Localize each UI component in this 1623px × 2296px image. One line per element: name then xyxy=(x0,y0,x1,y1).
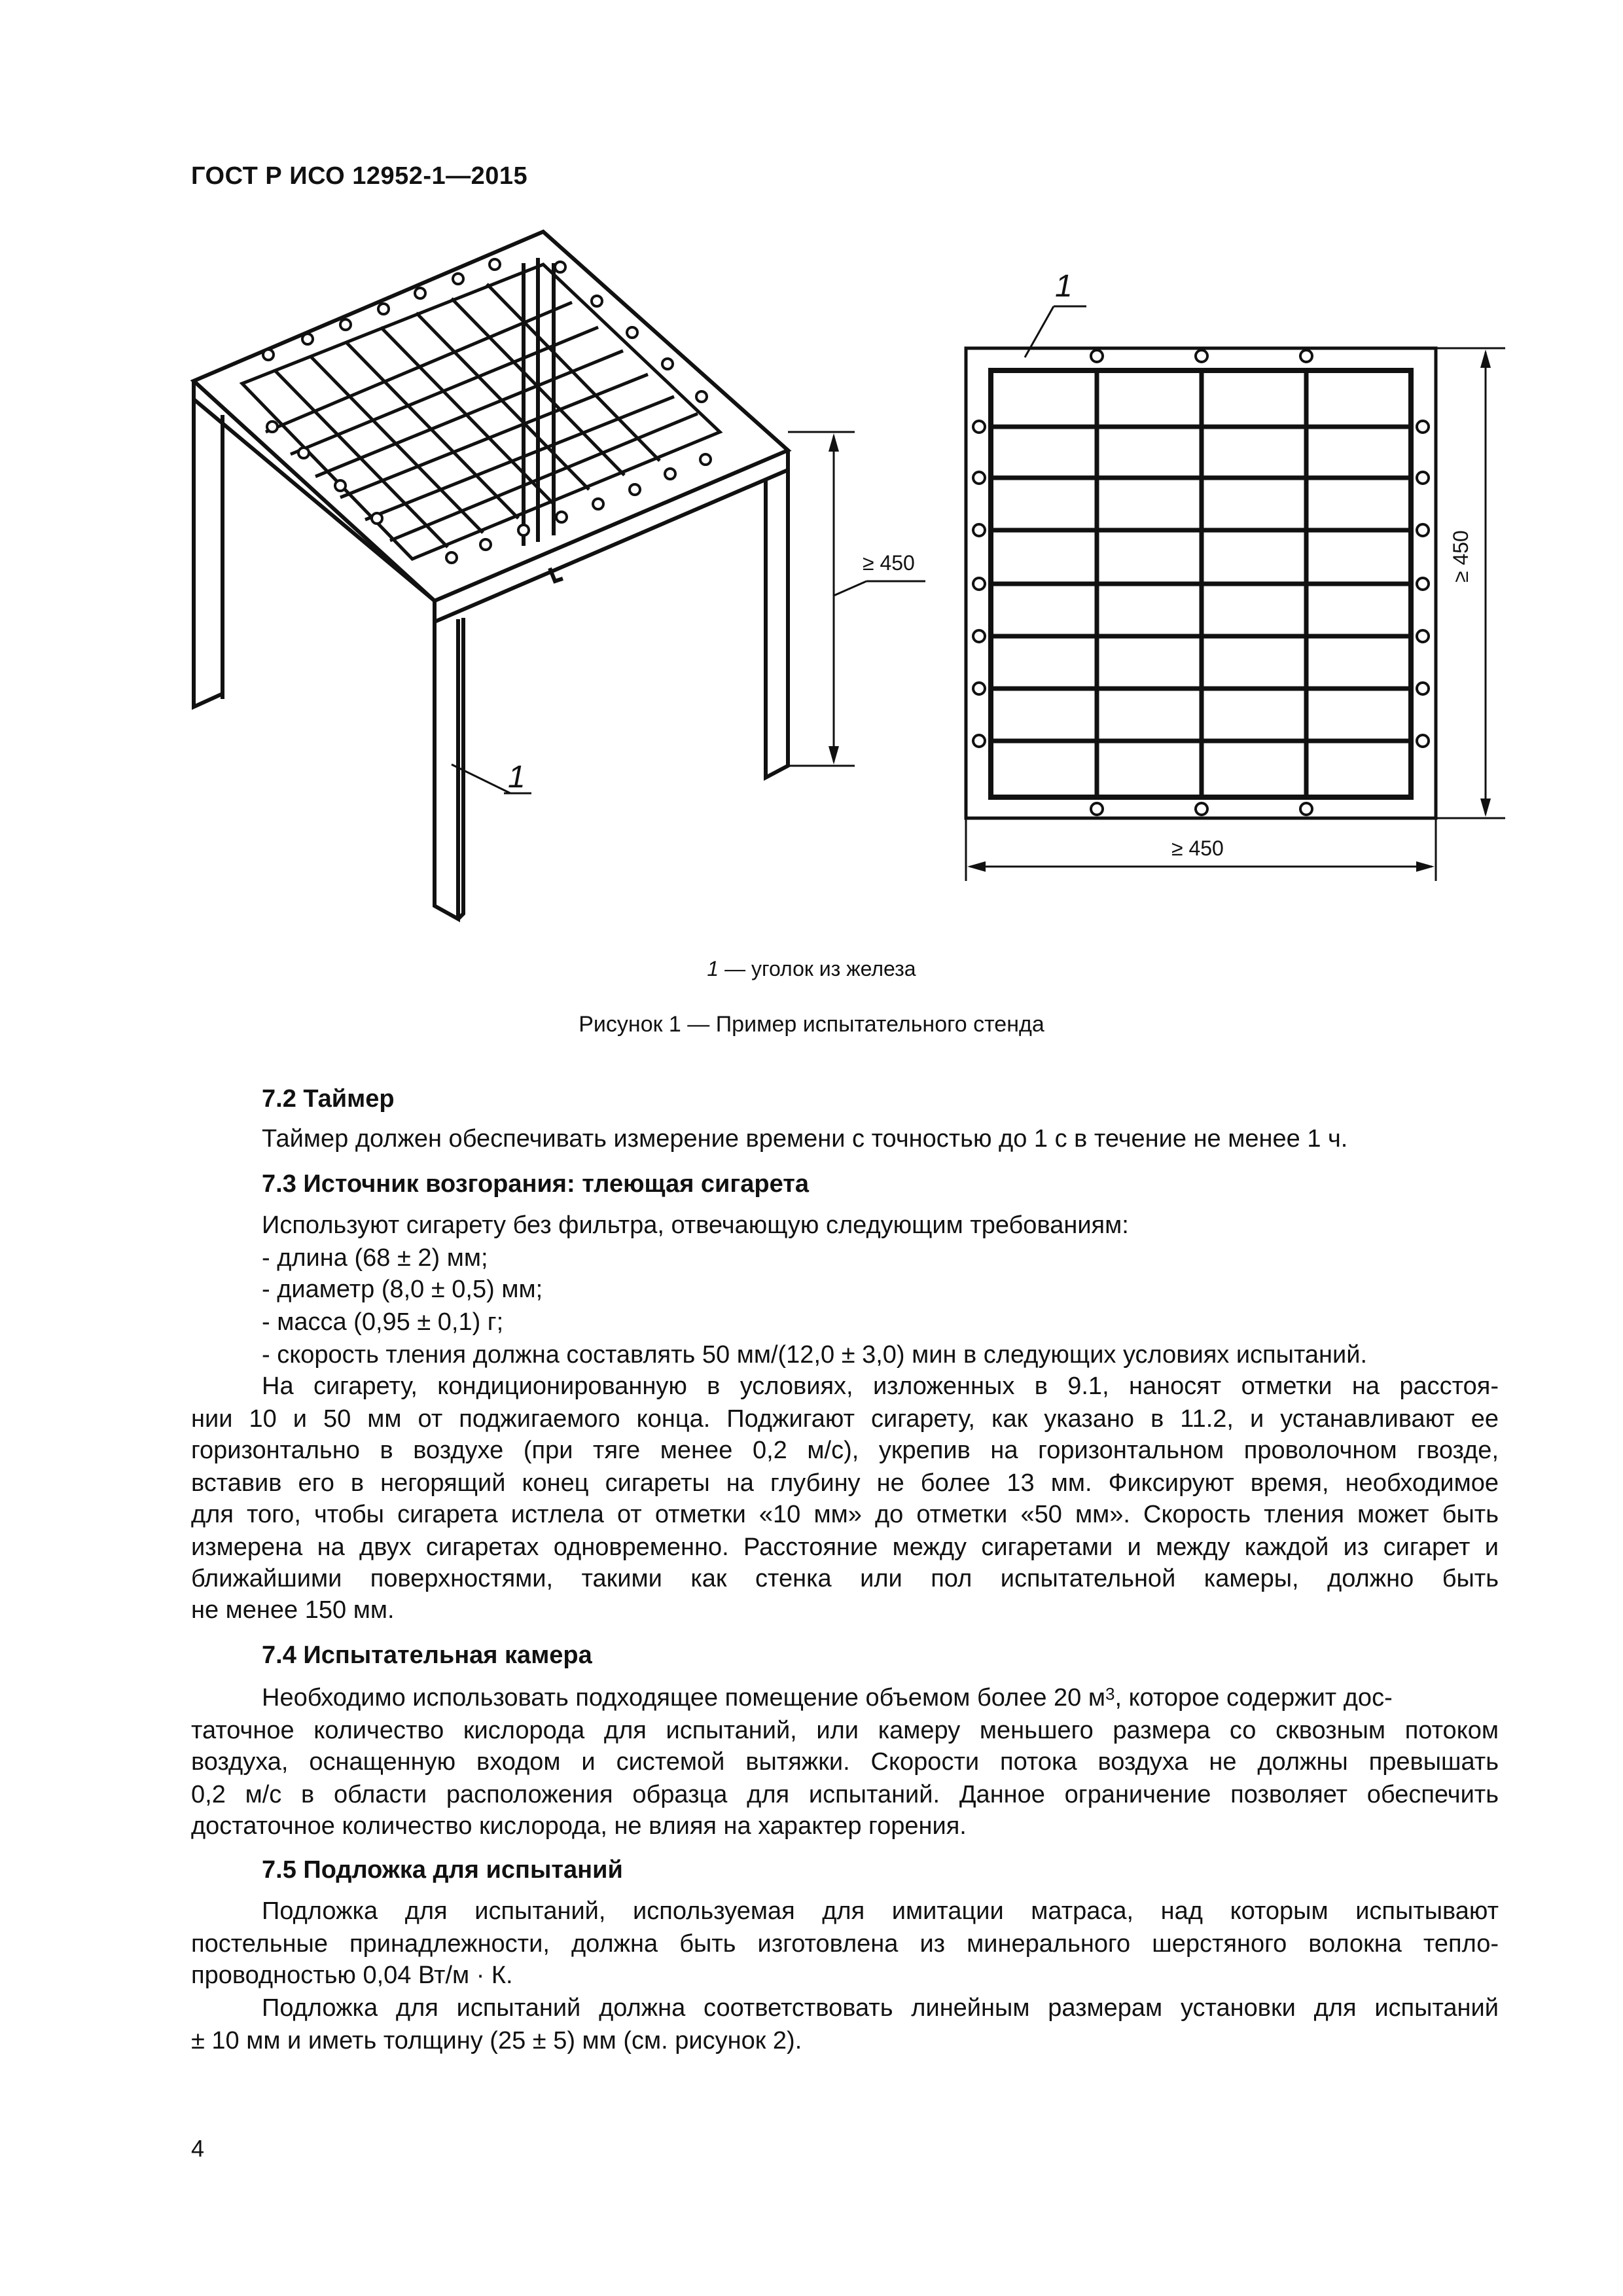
table-leg-front xyxy=(435,619,458,919)
list-item: - длина (68 ± 2) мм; xyxy=(262,1244,488,1272)
text-line: измерена на двух сигаретах одновременно. Расстояние между сигаретами и между каждой из сигарет и xyxy=(191,1534,1499,1561)
section-heading-7-3: 7.3 Источник возгорания: тлеющая сигарета xyxy=(262,1170,809,1198)
text-line: Таймер должен обеспечивать измерение времени с точностью до 1 с в течение не менее 1 ч. xyxy=(262,1125,1348,1153)
text-line: проводностью 0,04 Вт/м · К. xyxy=(191,1962,513,1989)
left-height-dimension xyxy=(788,432,925,766)
text-line: ± 10 мм и иметь толщину (25 ± 5) мм (см. рисунок 2). xyxy=(191,2027,802,2054)
text-line: вставив его в негорящий конец сигареты на глубину не более 13 мм. Фиксируют время, необходимое xyxy=(191,1469,1499,1497)
text-span: Необходимо использовать подходящее помещение объемом более 20 м xyxy=(262,1684,1105,1712)
text-line: На сигарету, кондиционированную в условиях, изложенных в 9.1, наносят отметки на расстоя- xyxy=(262,1372,1499,1400)
page-number: 4 xyxy=(191,2135,205,2162)
callout-label-right: 1 xyxy=(1055,269,1073,304)
text-line: ближайшими поверхностями, такими как стенка или пол испытательной камеры, должно быть xyxy=(191,1565,1499,1592)
text-line: для того, чтобы сигарета истлела от отметки «10 мм» до отметки «50 мм». Скорость тления может быть xyxy=(191,1501,1499,1528)
table-leg-left xyxy=(194,399,223,707)
text-line: Используют сигарету без фильтра, отвечающую следующим требованиям: xyxy=(262,1211,1129,1239)
test-stand-figure xyxy=(0,0,1623,956)
plan-view xyxy=(966,348,1436,818)
section-heading-7-2: 7.2 Таймер xyxy=(262,1085,395,1113)
text-line: Подложка для испытаний должна соответствовать линейным размерам установки для испытаний xyxy=(262,1994,1499,2022)
callout-label-left: 1 xyxy=(508,760,526,795)
text-span: , которое содержит дос- xyxy=(1115,1684,1393,1712)
text-line: горизонтально в воздухе (при тяге менее 0,2 м/с), укрепив на горизонтальном проволочном гвозде, xyxy=(191,1437,1499,1464)
legend-text: — уголок из железа xyxy=(719,957,916,980)
superscript: 3 xyxy=(1105,1684,1115,1704)
figure-caption: Рисунок 1 — Пример испытательного стенда xyxy=(579,1012,1044,1037)
figure-legend xyxy=(0,957,1623,981)
text-line xyxy=(262,1682,1499,1713)
section-heading-7-5: 7.5 Подложка для испытаний xyxy=(262,1856,623,1884)
text-line: 0,2 м/с в области расположения образца для испытаний. Данное ограничение позволяет обеспечить xyxy=(191,1781,1499,1808)
document-header: ГОСТ Р ИСО 12952-1—2015 xyxy=(191,162,528,190)
dim-label-left-height: ≥ 450 xyxy=(863,551,915,575)
top-nails xyxy=(263,259,711,563)
dim-label-plan-height: ≥ 450 xyxy=(1449,530,1472,583)
text-line: не менее 150 мм. xyxy=(191,1596,395,1624)
list-item: - масса (0,95 ± 0,1) г; xyxy=(262,1308,504,1336)
section-heading-7-4: 7.4 Испытательная камера xyxy=(262,1641,592,1669)
text-line: таточное количество кислорода для испытаний, или камеру меньшего размера со сквозным потоком xyxy=(191,1717,1499,1744)
table-leg-right xyxy=(766,470,788,778)
text-line: достаточное количество кислорода, не влияя на характер горения. xyxy=(191,1812,967,1840)
text-line: нии 10 и 50 мм от поджигаемого конца. Поджигают сигарету, как указано в 11.2, и устанавливают ее xyxy=(191,1405,1499,1433)
list-item: - диаметр (8,0 ± 0,5) мм; xyxy=(262,1276,543,1303)
text-line: постельные принадлежности, должна быть изготовлена из минерального шерстяного волокна тепло- xyxy=(191,1930,1499,1958)
text-line: Подложка для испытаний, используемая для имитации матраса, над которым испытывают xyxy=(262,1897,1499,1925)
legend-number: 1 xyxy=(707,957,719,980)
dim-label-plan-width: ≥ 450 xyxy=(1171,836,1224,860)
text-line: воздуха, оснащенную входом и системой вытяжки. Скорости потока воздуха не должны превышать xyxy=(191,1748,1499,1776)
list-item: - скорость тления должна составлять 50 мм/(12,0 ± 3,0) мин в следующих условиях испытаний. xyxy=(262,1341,1368,1369)
